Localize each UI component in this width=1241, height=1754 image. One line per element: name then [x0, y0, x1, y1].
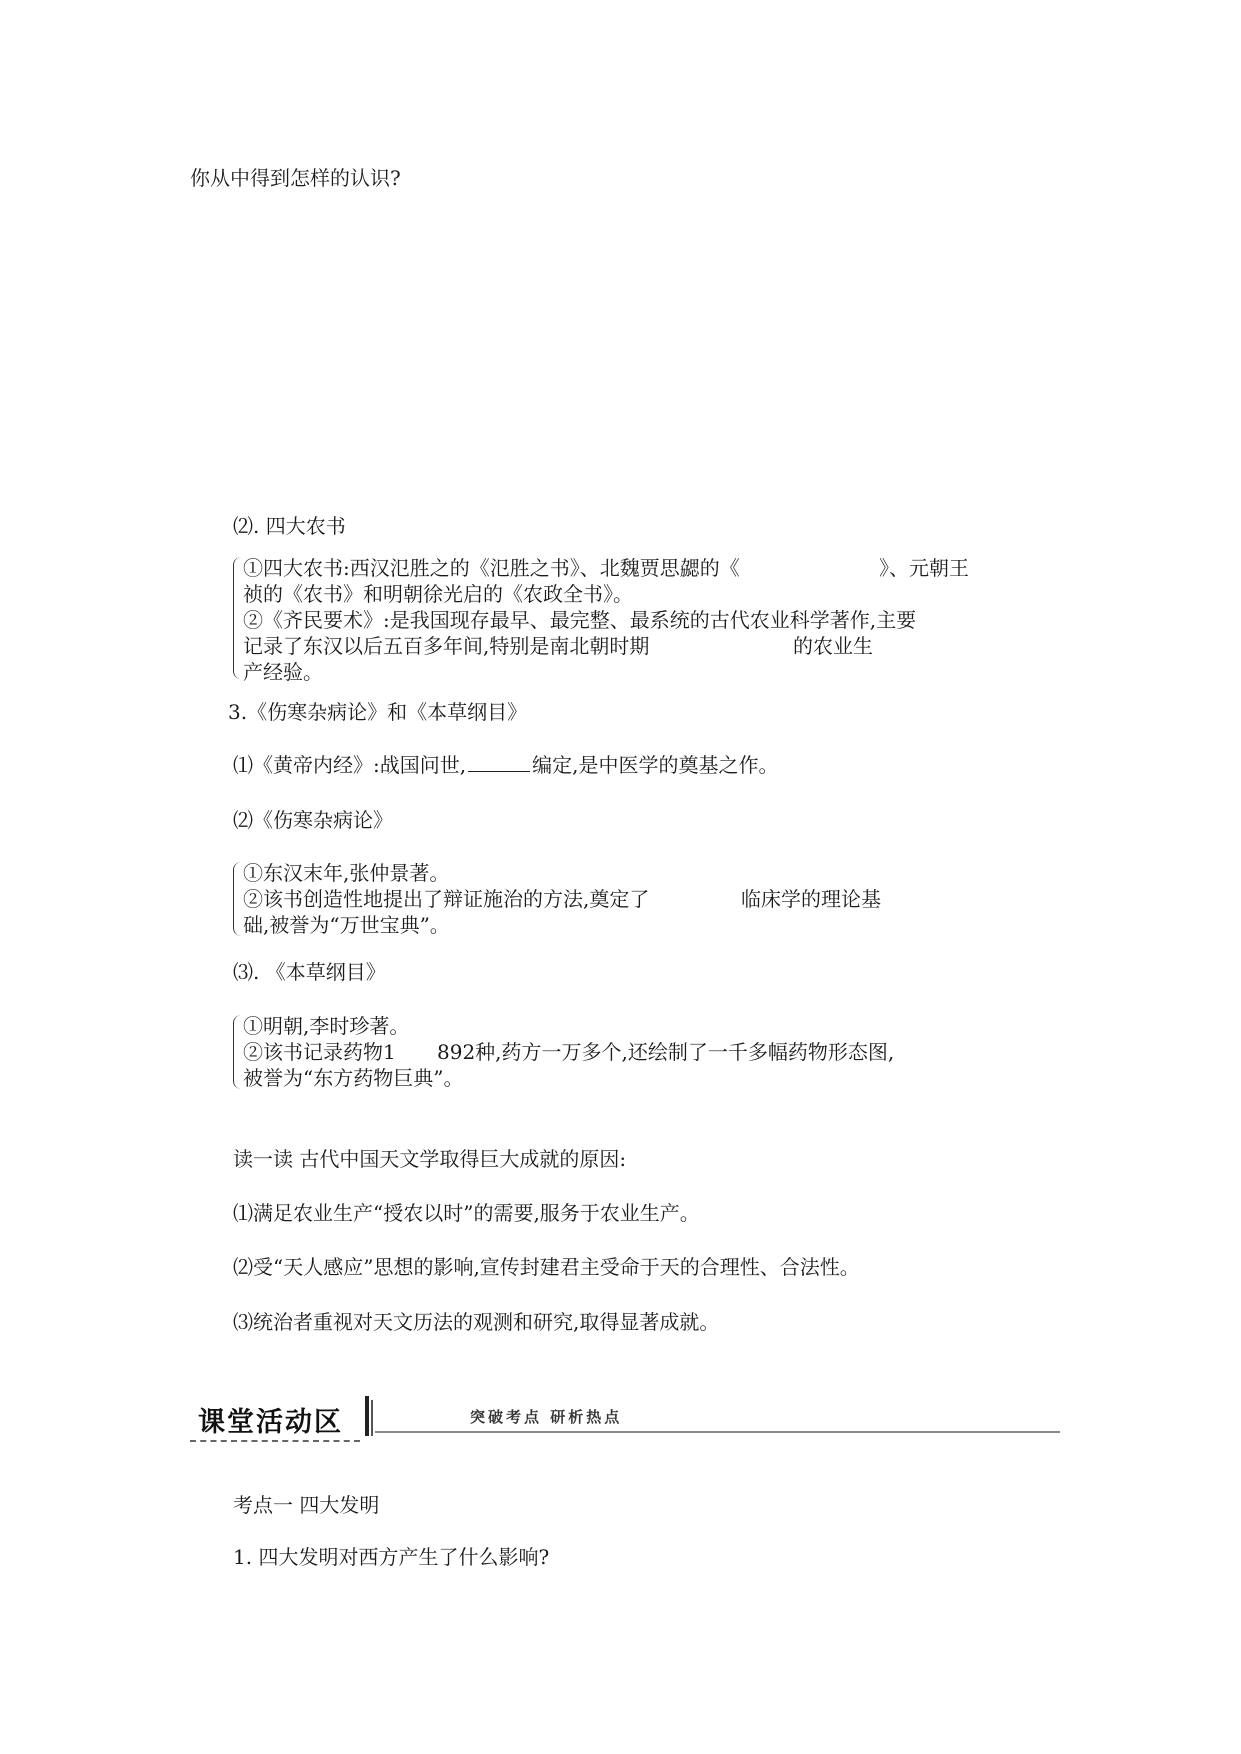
nongshu-item1-a: ①四大农书:西汉氾胜之的《氾胜之书》、北魏贾思勰的《 [243, 556, 740, 580]
shanghan-item2-line2: 础,被誉为“万世宝典”。 [243, 913, 450, 937]
banner-divider-bar [365, 1396, 369, 1436]
nongshu-item2-line3: 产经验。 [243, 660, 323, 684]
banner-rule [375, 1431, 1060, 1433]
bencao-item2-line2: 被誉为“东方药物巨典”。 [243, 1066, 464, 1090]
section-banner-title: 课堂活动区 [198, 1407, 343, 1438]
reading-heading: 读一读 古代中国天文学取得巨大成就的原因: [233, 1147, 627, 1171]
section-banner-subtitle: 突破考点 研析热点 [470, 1408, 623, 1426]
kaodian-heading: 考点一 四大发明 [233, 1493, 380, 1517]
reading-item3: ⑶统治者重视对天文历法的观测和研究,取得显著成就。 [233, 1310, 720, 1334]
bencao-heading: ⑶. 《本草纲目》 [233, 960, 386, 984]
section-heading-nongshu: ⑵. 四大农书 [233, 514, 346, 538]
reading-item2: ⑵受“天人感应”思想的影响,宣传封建君主受命于天的合理性、合法性。 [233, 1255, 860, 1279]
nongshu-item2-line2-b: 的农业生 [793, 634, 873, 658]
kaodian-question1: 1. 四大发明对西方产生了什么影响? [233, 1545, 550, 1569]
shanghan-item1: ①东汉末年,张仲景著。 [243, 861, 450, 885]
nongshu-item2-line1: ②《齐民要术》:是我国现存最早、最完整、最系统的古代农业科学著作,主要 [243, 608, 917, 632]
section-heading-medicine: 3.《伤寒杂病论》和《本草纲目》 [228, 700, 528, 724]
banner-divider-bar-thin [371, 1400, 373, 1436]
bencao-item2-b: 892种,药方一万多个,还绘制了一千多幅药物形态图, [437, 1040, 895, 1064]
nongshu-item1-b: 》、元朝王 [879, 556, 969, 580]
fill-blank [468, 753, 530, 772]
shanghan-item2-a: ②该书创造性地提出了辩证施治的方法,奠定了 [243, 887, 650, 911]
shanghan-item2-b: 临床学的理论基 [741, 887, 881, 911]
shanghan-heading: ⑵《伤寒杂病论》 [233, 808, 393, 832]
huangdi-line: ⑴《黄帝内经》:战国问世, 编定,是中医学的奠基之作。 [233, 753, 779, 777]
reading-item1: ⑴满足农业生产“授农以时”的需要,服务于农业生产。 [233, 1201, 700, 1225]
banner-dashed-underline [190, 1440, 360, 1442]
nongshu-item2-line2-a: 记录了东汉以后五百多年间,特别是南北朝时期 [243, 634, 650, 658]
nongshu-item1-line2: 祯的《农书》和明朝徐光启的《农政全书》。 [243, 582, 633, 606]
intro-question: 你从中得到怎样的认识? [190, 166, 401, 190]
bencao-item1: ①明朝,李时珍著。 [243, 1014, 410, 1038]
bencao-item2-a: ②该书记录药物1 [243, 1040, 396, 1064]
